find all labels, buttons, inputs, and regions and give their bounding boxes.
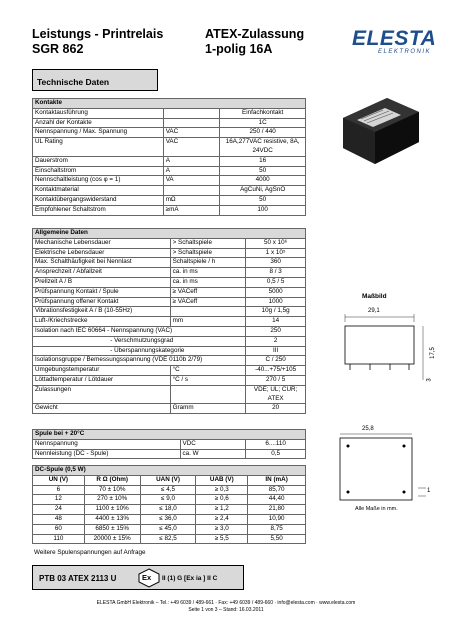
table-row bbox=[33, 534, 306, 544]
row-label: Luft-/Kriechstrecke bbox=[33, 317, 171, 327]
cell: ≥ 1,2 bbox=[196, 505, 248, 515]
dim-pin: 3 bbox=[426, 378, 433, 382]
row-value: 50 x 10⁶ bbox=[246, 238, 306, 248]
row-label: Umgebungstemperatur bbox=[33, 366, 171, 376]
row-unit: mm bbox=[170, 317, 246, 327]
row-label: Isolationsgruppe / Bemessungsspannung (VDE 0110b 2/79) bbox=[33, 356, 246, 366]
row-value: 6....110 bbox=[246, 439, 306, 449]
cell: ≥ 0,6 bbox=[196, 495, 248, 505]
cell: ≥ 2,4 bbox=[196, 514, 248, 524]
table-row bbox=[33, 205, 306, 215]
row-label: Einschaltstrom bbox=[33, 166, 164, 176]
row-label: Max. Schalthäufigkeit bei Nennlast bbox=[33, 258, 171, 268]
table-row bbox=[33, 118, 306, 128]
ex-marking: II (1) G [Ex ia ] II C bbox=[162, 575, 218, 582]
section-title: Technische Daten bbox=[32, 69, 158, 91]
row-label: Prüfspannung offener Kontakt bbox=[33, 297, 171, 307]
cell: ≥ 5,5 bbox=[196, 534, 248, 544]
row-value: 4000 bbox=[220, 176, 306, 186]
row-value: Einfachkontakt bbox=[220, 108, 306, 118]
cell: 8,75 bbox=[248, 524, 306, 534]
row-label: Nennspannung bbox=[33, 439, 181, 449]
approval-line: ATEX-Zulassung bbox=[205, 27, 305, 41]
row-label: Isolation nach IEC 60664 - Nennspannung (VAC) bbox=[33, 326, 246, 336]
dim-bottom: 25,8 bbox=[362, 426, 374, 432]
row-value: 1 x 10⁵ bbox=[246, 248, 306, 258]
row-label: Vibrationsfestigkeit A / B (10-55Hz) bbox=[33, 307, 171, 317]
row-value: III bbox=[246, 346, 306, 356]
row-label: Elektrische Lebensdauer bbox=[33, 248, 171, 258]
cell: ≤ 4,5 bbox=[140, 485, 196, 495]
row-label: Nennspannung / Max. Spannung bbox=[33, 128, 164, 138]
cell: 60 bbox=[33, 524, 85, 534]
row-label: Kontaktübergangswiderstand bbox=[33, 195, 164, 205]
allgemeine-table bbox=[32, 228, 306, 414]
row-unit bbox=[170, 385, 246, 404]
row-unit: Gramm bbox=[170, 404, 246, 414]
row-unit: mΩ bbox=[163, 195, 220, 205]
row-value: 250 bbox=[246, 326, 306, 336]
table-row bbox=[33, 176, 306, 186]
table-row bbox=[33, 156, 306, 166]
row-value: 14 bbox=[246, 317, 306, 327]
column-header: R Ω (Ohm) bbox=[84, 475, 140, 485]
row-label: UL Rating bbox=[33, 138, 164, 157]
cell: 12 bbox=[33, 495, 85, 505]
cell: ≤ 82,5 bbox=[140, 534, 196, 544]
row-unit: > Schaltspiele bbox=[170, 248, 246, 258]
table-row bbox=[33, 495, 306, 505]
row-label: Löttadtemperatur / Lötdauer bbox=[33, 375, 171, 385]
row-unit: VAC bbox=[163, 128, 220, 138]
table-row bbox=[33, 108, 306, 118]
cell: 4400 ± 13% bbox=[84, 514, 140, 524]
relay-photo bbox=[335, 90, 421, 168]
spule-table bbox=[32, 429, 306, 459]
row-label: Ansprechzeit / Abfallzeit bbox=[33, 268, 171, 278]
row-unit: A bbox=[163, 156, 220, 166]
table-row bbox=[33, 166, 306, 176]
row-value: 100 bbox=[220, 205, 306, 215]
row-value: 16 bbox=[220, 156, 306, 166]
dc-spule-table bbox=[32, 465, 306, 544]
table-row bbox=[33, 195, 306, 205]
row-value: 270 / 5 bbox=[246, 375, 306, 385]
row-label: Nennleistung (DC - Spule) bbox=[33, 449, 181, 459]
cell: ≤ 18,0 bbox=[140, 505, 196, 515]
row-unit bbox=[170, 307, 246, 317]
table-row bbox=[33, 385, 306, 404]
cell: 6850 ± 15% bbox=[84, 524, 140, 534]
logo-sub-text: ELEKTRONIK bbox=[378, 49, 432, 55]
row-unit: A bbox=[163, 166, 220, 176]
table-row bbox=[33, 346, 306, 356]
table-row bbox=[33, 186, 306, 196]
table-row bbox=[33, 485, 306, 495]
row-value: 250 / 440 bbox=[220, 128, 306, 138]
cell: ≥ 3,0 bbox=[196, 524, 248, 534]
cell: 24 bbox=[33, 505, 85, 515]
table-header-row bbox=[33, 475, 306, 485]
dim-height: 17,5 bbox=[429, 347, 436, 359]
row-unit: > Schaltspiele bbox=[170, 238, 246, 248]
cell: ≤ 45,0 bbox=[140, 524, 196, 534]
row-value: VDE; UL; CUR; ATEX bbox=[246, 385, 306, 404]
table-heading: DC-Spule (0,5 W) bbox=[33, 466, 306, 476]
cell: 70 ± 10% bbox=[84, 485, 140, 495]
row-unit bbox=[163, 108, 220, 118]
cell: 110 bbox=[33, 534, 85, 544]
cell: 21,80 bbox=[248, 505, 306, 515]
dim-width: 29,1 bbox=[368, 308, 380, 314]
row-unit: ca. W bbox=[180, 449, 246, 459]
cell: 6 bbox=[33, 485, 85, 495]
table-row bbox=[33, 356, 306, 366]
dim-small: 1 bbox=[427, 488, 431, 494]
row-label: Prüfspannung Kontakt / Spule bbox=[33, 287, 171, 297]
row-value: 1000 bbox=[246, 297, 306, 307]
table-row bbox=[33, 336, 306, 346]
footer-contact: ELESTA GmbH Elektronik – Tel.: +49 6039 / 489-661 · Fax: +49 6039 / 489-660 · info@elesta.com · www.elesta.com bbox=[96, 600, 356, 606]
row-value: 8 / 3 bbox=[246, 268, 306, 278]
row-value: 0,5 / 5 bbox=[246, 277, 306, 287]
table-row bbox=[33, 514, 306, 524]
table-heading: Allgemeine Daten bbox=[33, 229, 306, 239]
row-value: 50 bbox=[220, 166, 306, 176]
row-value: 360 bbox=[246, 258, 306, 268]
table-row bbox=[33, 248, 306, 258]
certificate-number: PTB 03 ATEX 2113 U bbox=[39, 574, 117, 583]
row-unit bbox=[163, 118, 220, 128]
row-value: 0,5 bbox=[246, 449, 306, 459]
elesta-logo bbox=[352, 27, 444, 65]
cell: ≥ 0,3 bbox=[196, 485, 248, 495]
table-row bbox=[33, 317, 306, 327]
cell: ≤ 9,0 bbox=[140, 495, 196, 505]
table-row bbox=[33, 375, 306, 385]
row-unit: °C bbox=[170, 366, 246, 376]
row-label: - Verschmutzungsgrad bbox=[33, 336, 246, 346]
row-value: AgCuNi, AgSnO bbox=[220, 186, 306, 196]
row-value: -40...+75/+105 bbox=[246, 366, 306, 376]
table-row bbox=[33, 505, 306, 515]
drawing-title: Maßbild bbox=[362, 293, 387, 300]
row-unit: ≥mA bbox=[163, 205, 220, 215]
row-label: Prellzeit A / B bbox=[33, 277, 171, 287]
row-unit: VA bbox=[163, 176, 220, 186]
row-label: Zulassungen bbox=[33, 385, 171, 404]
approval-title bbox=[205, 27, 304, 57]
row-value: 50 bbox=[220, 195, 306, 205]
dimension-note: Alle Maße in mm. bbox=[355, 506, 398, 512]
row-label: Dauerstrom bbox=[33, 156, 164, 166]
cell: 20000 ± 15% bbox=[84, 534, 140, 544]
row-unit: ≥ VACeff bbox=[170, 287, 246, 297]
pole-rating: 1-polig 16A bbox=[205, 42, 273, 56]
row-label: Nennschaltleistung (cos φ = 1) bbox=[33, 176, 164, 186]
product-name: Leistungs - Printrelais bbox=[32, 27, 164, 41]
row-label: Gewicht bbox=[33, 404, 171, 414]
row-unit: VAC bbox=[163, 138, 220, 157]
cell: 85,70 bbox=[248, 485, 306, 495]
kontakte-table bbox=[32, 98, 306, 216]
row-label: - Überspannungskategorie bbox=[33, 346, 246, 356]
cell: ≤ 36,0 bbox=[140, 514, 196, 524]
row-unit: °C / s bbox=[170, 375, 246, 385]
row-unit bbox=[163, 186, 220, 196]
table-row bbox=[33, 366, 306, 376]
table-row bbox=[33, 287, 306, 297]
ex-label: Ex bbox=[142, 573, 152, 582]
row-value: 2 bbox=[246, 336, 306, 346]
cell: 48 bbox=[33, 514, 85, 524]
table-heading: Kontakte bbox=[33, 99, 306, 109]
product-title bbox=[32, 27, 163, 57]
table-row bbox=[33, 238, 306, 248]
dimension-drawing bbox=[330, 312, 440, 522]
column-header: UN (V) bbox=[33, 475, 85, 485]
cell: 5,50 bbox=[248, 534, 306, 544]
table-row bbox=[33, 439, 306, 449]
table-row bbox=[33, 307, 306, 317]
column-header: IN (mA) bbox=[248, 475, 306, 485]
row-value: 16A,277VAC resistive, 8A, 24VDC bbox=[220, 138, 306, 157]
table-row bbox=[33, 138, 306, 157]
table-row bbox=[33, 258, 306, 268]
table-row bbox=[33, 404, 306, 414]
table-row bbox=[33, 277, 306, 287]
cell: 270 ± 10% bbox=[84, 495, 140, 505]
row-label: Mechanische Lebensdauer bbox=[33, 238, 171, 248]
row-value: 20 bbox=[246, 404, 306, 414]
column-header: UAB (V) bbox=[196, 475, 248, 485]
product-model: SGR 862 bbox=[32, 42, 84, 56]
row-unit: Schaltspiele / h bbox=[170, 258, 246, 268]
logo-main-text: ELESTA bbox=[352, 27, 437, 50]
row-label: Kontaktausführung bbox=[33, 108, 164, 118]
table-row bbox=[33, 524, 306, 534]
row-unit: ca. in ms bbox=[170, 268, 246, 278]
table-heading: Spule bei + 20°C bbox=[33, 430, 306, 440]
row-unit: ca. in ms bbox=[170, 277, 246, 287]
footer-page: Seite 1 von 3 – Stand: 16.03.2011 bbox=[188, 607, 264, 613]
row-value: C / 250 bbox=[246, 356, 306, 366]
row-unit: ≥ VACeff bbox=[170, 297, 246, 307]
cell: 44,40 bbox=[248, 495, 306, 505]
table-row bbox=[33, 268, 306, 278]
row-value: 5000 bbox=[246, 287, 306, 297]
table-row bbox=[33, 297, 306, 307]
coil-note: Weitere Spulenspannungen auf Anfrage bbox=[34, 549, 146, 556]
row-unit: VDC bbox=[180, 439, 246, 449]
cell: 1100 ± 10% bbox=[84, 505, 140, 515]
column-header: UAN (V) bbox=[140, 475, 196, 485]
row-value: 10g / 1,5g bbox=[246, 307, 306, 317]
atex-certificate-box bbox=[32, 565, 244, 590]
row-label: Kontaktmaterial bbox=[33, 186, 164, 196]
table-row bbox=[33, 449, 306, 459]
row-label: Empfohlener Schaltstrom bbox=[33, 205, 164, 215]
row-value: 1C bbox=[220, 118, 306, 128]
table-row bbox=[33, 326, 306, 336]
row-label: Anzahl der Kontakte bbox=[33, 118, 164, 128]
table-row bbox=[33, 128, 306, 138]
cell: 10,90 bbox=[248, 514, 306, 524]
